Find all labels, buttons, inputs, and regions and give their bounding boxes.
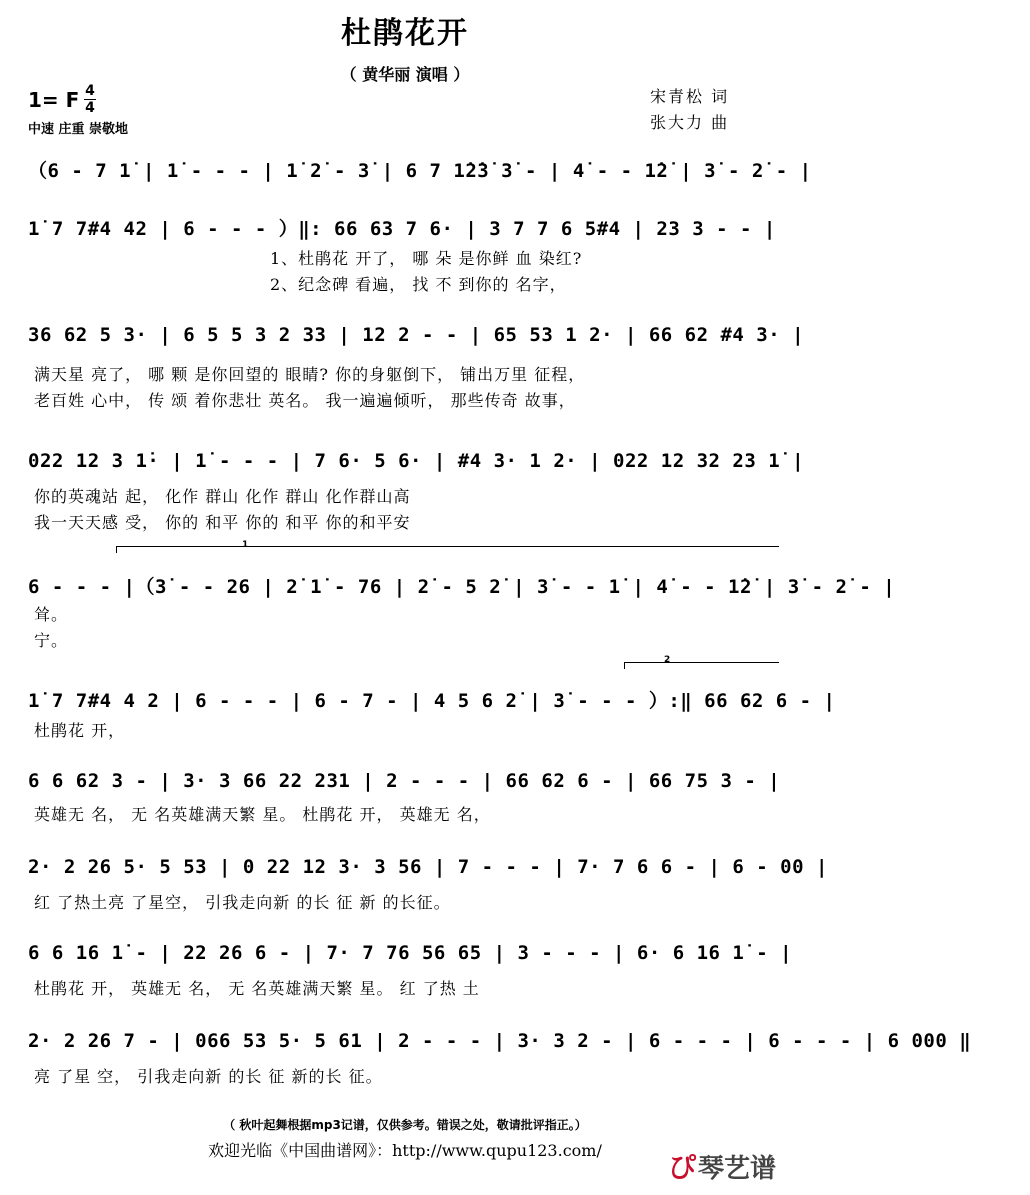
notation-line-7: 6 6 62 3 - | 3· 3 66 22 231 | 2 - - - | 66 62 6 - | 66 75 3 - | — [28, 770, 781, 792]
time-signature-top: 4 — [85, 83, 95, 99]
notation-line-9: 6 6 16 1̇ - | 22 26 6 - | 7· 7 76 56 65 | 3 - - - | 6· 6 16 1̇ - | — [28, 942, 793, 964]
lyricist-credit: 宋青松 词 — [650, 87, 730, 106]
lyric-line-9-verse-1: 杜鹃花 开， 英雄无 名， 无 名英雄满天繁 星。 红 了热 土 — [34, 979, 480, 998]
notation-line-6: 1̇ 7 7#4 4 2 | 6 - - - | 6 - 7 - | 4 5 6 2̇ | 3̇ - - - ）:‖ 66 62 6 - | — [28, 690, 836, 712]
lyric-line-8-verse-1: 红 了热土亮 了星空， 引我走向新 的长 征 新 的长征。 — [34, 893, 451, 912]
lyric-line-3-verse-2: 老百姓 心中， 传 颂 着你悲壮 英名。 我一遍遍倾听， 那些传奇 故事， — [34, 391, 576, 410]
lyric-line-10-verse-1: 亮 了星 空， 引我走向新 的长 征 新的长 征。 — [34, 1067, 383, 1086]
volta-bracket-1 — [116, 546, 779, 553]
notation-line-1: （6 - 7 1̇ | 1̇ - - - | 1̇ 2̇ - 3̇ | 6 7 1̇2̇3̇ 3̇ - | 4̇ - - 1̇2̇ | 3̇ - 2̇ - | — [28, 160, 812, 182]
song-title: 杜鹃花开 — [341, 16, 469, 51]
lyric-line-6-verse-1: 杜鹃花 开， — [34, 721, 126, 740]
notation-line-8: 2· 2 26 5· 5 53 | 0 22 12 3· 3 56 | 7 - - - | 7· 7 6 6 - | 6 - 00 | — [28, 856, 828, 878]
key-signature: 1= F — [28, 88, 80, 112]
tempo-marking: 中速 庄重 崇敬地 — [28, 122, 129, 137]
notation-line-3: 36 62 5 3· | 6 5 5 3 2 33 | 12 2 - - | 65 53 1 2· | 66 62 #4 3· | — [28, 324, 805, 346]
time-signature — [84, 84, 96, 115]
lyric-line-2-verse-1: 1、杜鹃花 开了， 哪 朵 是你鲜 血 染红? — [270, 249, 583, 268]
site-welcome: 欢迎光临《中国曲谱网》：http://www.qupu123.com/ — [208, 1141, 602, 1160]
volta-bracket-2 — [624, 662, 779, 669]
transcription-note: （ 秋叶起舞根据mp3记谱，仅供参考。错误之处，敬请批评指正。） — [223, 1118, 587, 1132]
notation-line-5: 6 - - - |（3̇ - - 26 | 2̇ 1̇ - 76 | 2̇ - 5 2̇ | 3̇ - - 1̇ | 4̇ - - 1̇2̇ | 3̇ - 2̇ - | — [28, 576, 896, 598]
logo-mark-icon: ぴ — [668, 1151, 697, 1184]
composer-credit: 张大力 曲 — [650, 113, 730, 132]
notation-line-4: 022 12 3 1̇· | 1̇ - - - | 7 6· 5 6· | #4 3· 1 2· | 022 12 32 23 1̇ | — [28, 450, 805, 472]
qinyipu-logo — [668, 1146, 776, 1186]
lyric-line-5-verse-1: 耸。 — [34, 605, 69, 624]
lyric-line-4-verse-2: 我一天天感 受， 你的 和平 你的 和平 你的和平安 — [34, 513, 411, 532]
lyric-line-5-verse-2: 宁。 — [34, 631, 69, 650]
lyric-line-4-verse-1: 你的英魂站 起， 化作 群山 化作 群山 化作群山高 — [34, 487, 411, 506]
volta-number-1: 1 — [242, 540, 249, 550]
performer-subtitle: （ 黄华丽 演唱 ） — [340, 65, 470, 84]
logo-text: 琴艺谱 — [698, 1154, 777, 1184]
lyric-line-3-verse-1: 满天星 亮了， 哪 颗 是你回望的 眼睛? 你的身躯倒下， 铺出万里 征程， — [34, 365, 586, 384]
lyric-line-7-verse-1: 英雄无 名， 无 名英雄满天繁 星。 杜鹃花 开， 英雄无 名， — [34, 805, 491, 824]
volta-number-2: 2 — [664, 655, 671, 665]
time-signature-bottom: 4 — [85, 100, 95, 116]
notation-line-2: 1̇ 7 7#4 42 | 6 - - - ）‖: 66 63 7 6· | 3 7 7 6 5#4 | 23 3 - - | — [28, 218, 776, 240]
notation-line-10: 2· 2 26 7 - | 066 53 5· 5 61 | 2 - - - | 3· 3 2 - | 6 - - - | 6 - - - | 6 000 ‖ — [28, 1030, 972, 1052]
lyric-line-2-verse-2: 2、纪念碑 看遍， 找 不 到你的 名字， — [270, 275, 567, 294]
